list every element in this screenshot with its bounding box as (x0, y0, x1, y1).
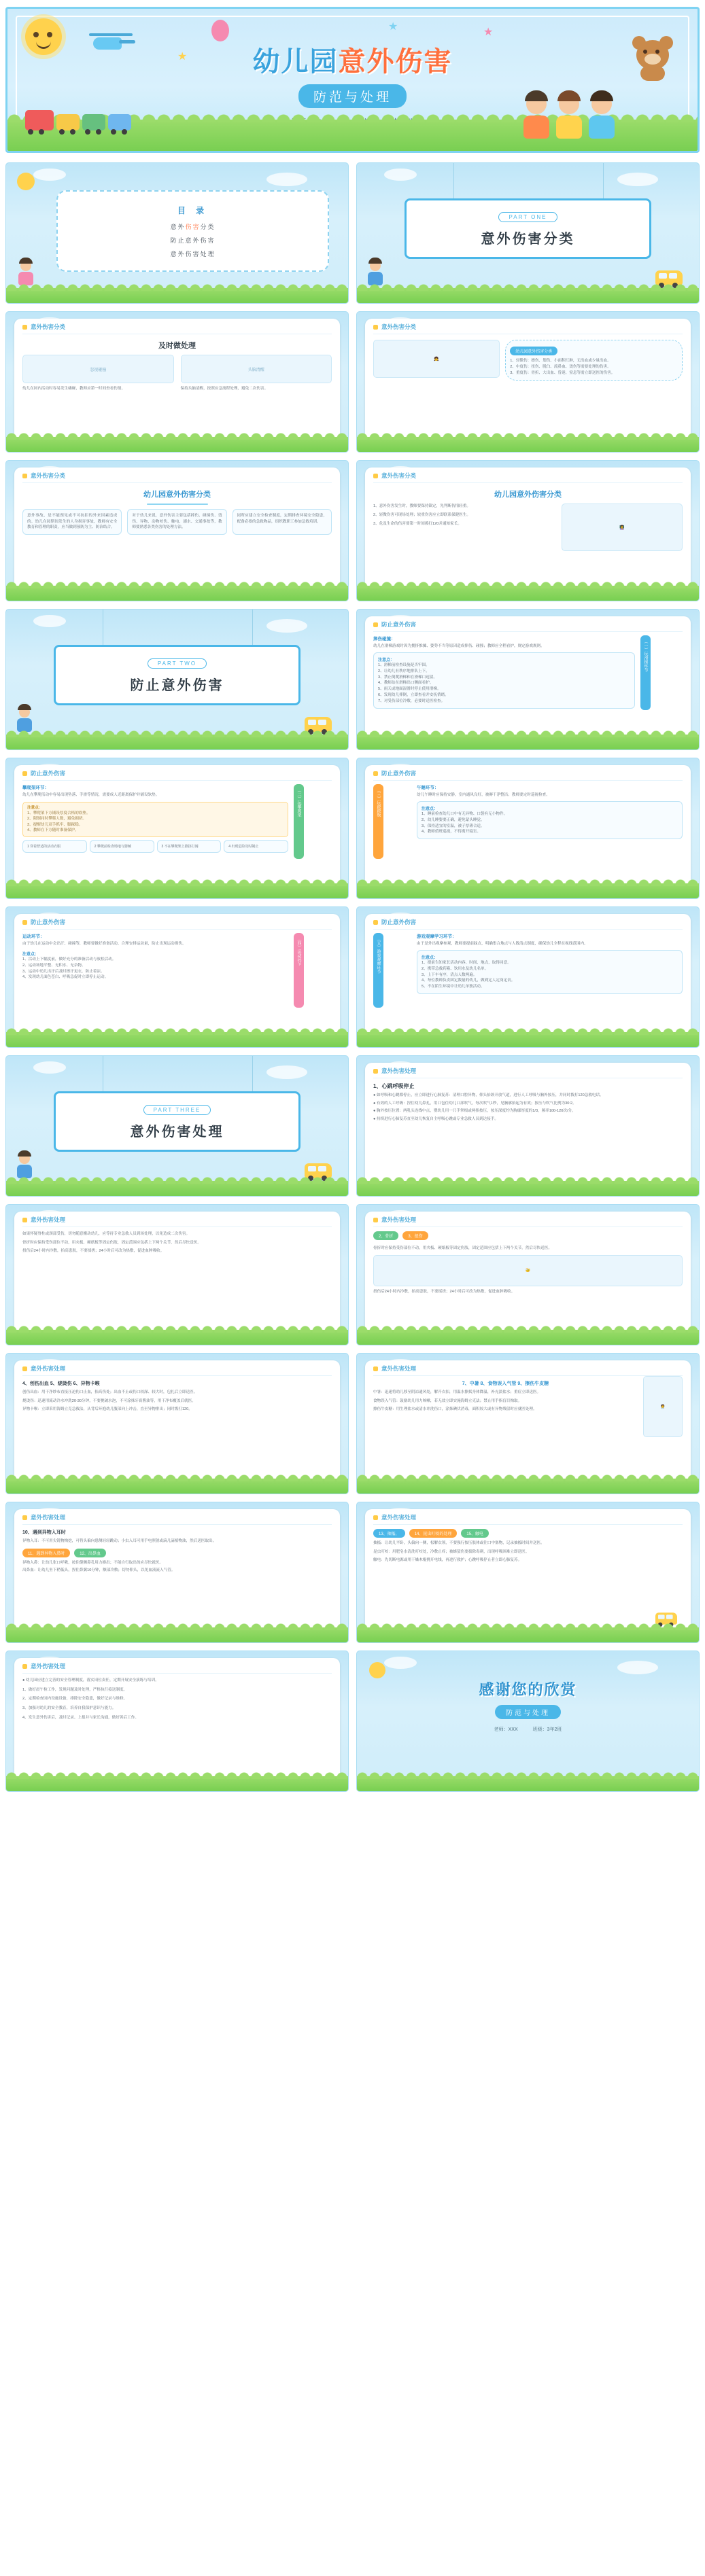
topic-title: 攀爬架环节： (22, 786, 49, 790)
note-2: 2、携带急救药箱、饮用水及幼儿名单。 (422, 966, 489, 971)
card-header (373, 918, 683, 930)
slide-content-17[interactable] (5, 1651, 349, 1792)
badge-1: 1 穿着舒适的活动衣服 (22, 840, 87, 853)
left-column-text: 如果怀疑脊柱或颈部受伤，切勿随意搬动幼儿，应等待专业急救人员到场处理，以免造成二次伤害。 (22, 1232, 190, 1236)
note-3: 3、提醒幼儿双手抓牢、脚踩稳。 (27, 822, 83, 827)
bullet-icon (373, 920, 378, 925)
topic-lead: 幼儿午睡时应保持安静，室内通风良好，被褥干净整洁；教师要定时巡视检查。 (417, 793, 550, 797)
subtitle-2: 11、遇到异物入鼻时 (22, 1549, 70, 1557)
topic-lead: 由于是外出观摩参观，教师要提前踩点，明确集合地点与人数清点制度，确保幼儿全程在视线范围内。 (417, 942, 588, 946)
star-icon: ★ (177, 51, 188, 63)
note-box (22, 802, 288, 837)
card-header (373, 323, 683, 334)
title-rule (147, 504, 208, 505)
thanks-meta (369, 1726, 687, 1733)
slide-section-one[interactable] (356, 162, 700, 304)
card-header-label: 意外伤害处理 (381, 1365, 417, 1372)
bullet-icon (373, 622, 378, 627)
card-header (22, 1662, 332, 1674)
grass-decoration (6, 1330, 348, 1345)
subtitle-4: 15、触电 (461, 1529, 489, 1538)
grass-decoration (357, 1330, 699, 1345)
slide-content-2[interactable] (356, 311, 700, 453)
grass-decoration (357, 883, 699, 898)
toc-heading: 目 录 (177, 205, 209, 215)
content-card (365, 1509, 691, 1631)
note-1: 1、睡前检查幼儿口中有无异物、口袋有无小物件。 (422, 811, 508, 816)
card-header-label: 意外伤害处理 (381, 1514, 417, 1521)
grass-decoration (357, 437, 699, 452)
note-3: 3、禁止倒爬滑梯和在滑梯口逗留。 (378, 675, 438, 680)
bullet-icon (22, 1515, 27, 1520)
note-4: 4、教师站在滑梯出口侧面看护。 (378, 681, 434, 686)
section-tag: （四）运动环节 (294, 933, 304, 1008)
star-icon: ★ (483, 27, 494, 38)
para-2: ● 有效的人工呼吸：捏住幼儿鼻孔，用口包住幼儿口部吹气，每次吹气1秒，见胸廓抬起为有效；按压与吹气比例为30:2。 (373, 1101, 577, 1106)
sun-icon (17, 173, 35, 190)
para-2: 扭伤后24小时内冷敷，抬高患肢，不要揉搓；24小时后可改为热敷，促进血肿吸收。 (22, 1249, 165, 1254)
card-title: 7、中暑 8、食物误入气管 9、擦伤牛皮糖 (462, 1381, 549, 1386)
badge-3: 3 不在攀爬架上推挤打闹 (157, 840, 222, 853)
content-card (14, 914, 340, 1036)
slide-content-5[interactable] (356, 609, 700, 750)
card-header-label: 防止意外伤害 (381, 919, 417, 925)
card-title: 及时做处理 (158, 342, 196, 350)
card-header (373, 620, 683, 632)
section-card (54, 645, 300, 705)
bullet-icon (22, 1366, 27, 1371)
topic-title: 摔伤碰撞： (373, 637, 396, 641)
badge-2: 2 攀爬前检查场地与器械 (90, 840, 154, 853)
grass-decoration (357, 1627, 699, 1642)
content-card (365, 1063, 691, 1185)
grass-decoration (357, 1479, 699, 1494)
para-1: 创伤出血：用干净纱布直接压迫伤口止血，抬高伤处；出血不止或伤口较深、较大时，包扎后立即送医。 (22, 1390, 198, 1394)
para-2: 烧烫伤：迅速用流动冷水冲洗20-30分钟，不要挑破水泡，不可涂抹牙膏酱油等，用干净布覆盖后就医。 (22, 1398, 196, 1403)
toc-card (56, 190, 329, 272)
slide-content-15[interactable] (5, 1502, 349, 1643)
card-title: 1、心跳呼吸停止 (373, 1083, 415, 1089)
note-title: 注意点： (422, 807, 439, 811)
bullet-icon (22, 771, 27, 776)
note-6: 6、发现幼儿摔倒，立即查看并安抚情绪。 (378, 693, 449, 698)
bubble-title: 幼儿园意外伤害分类 (510, 347, 557, 355)
card-header (22, 1364, 332, 1376)
slide-thanks[interactable] (356, 1651, 700, 1792)
topic-lead: 幼儿在滑梯游戏时因为拥挤推搡、姿势不当等原因造成摔伤、碰撞；教师应全程看护，规定游戏规则。 (373, 644, 545, 648)
note-4: 4、每位教师负责固定数量的幼儿，做到定人定岗定责。 (422, 978, 515, 983)
card-header-label: 意外伤害分类 (381, 472, 417, 479)
card-header-label: 意外伤害分类 (381, 323, 417, 330)
bullet-icon (373, 1069, 378, 1074)
school-bus-icon (305, 717, 332, 732)
bullet-icon (22, 1664, 27, 1669)
caption-left: 幼儿在园内活动时容易发生磕碰，教师应第一时间查看伤情。 (22, 387, 126, 391)
note-1: 1、攀爬架下方铺设厚度合格的软垫。 (27, 811, 90, 816)
slide-content-6[interactable] (5, 758, 349, 899)
thanks-teacher: 老师：XXX (494, 1727, 518, 1732)
school-bus-icon (305, 1163, 332, 1178)
slide-content-1[interactable] (5, 311, 349, 453)
section-pill: PART THREE (143, 1105, 211, 1115)
para-2: 1、做好晨午检工作，发现问题及时处理，严格执行接送制度。 (22, 1687, 128, 1692)
section-tag: （三）玩跷跷板 (373, 784, 383, 859)
note-title: 注意点： (422, 955, 439, 960)
note-2: 2、幼儿睡姿要正确，避免蒙头睡觉。 (422, 817, 485, 822)
content-card (365, 765, 691, 887)
balloon-icon (211, 20, 229, 41)
bullet-icon (373, 1366, 378, 1371)
card-header-label: 意外伤害处理 (31, 1514, 66, 1521)
content-card (365, 319, 691, 441)
cover-title (7, 40, 698, 79)
subtitle-3: 14、昆虫叮咬的处理 (409, 1529, 458, 1538)
card-header-label: 防止意外伤害 (381, 770, 417, 777)
card-header (22, 918, 332, 930)
section-title: 意外伤害处理 (130, 1125, 224, 1140)
content-card (14, 1360, 340, 1483)
bullet-icon (22, 474, 27, 478)
card-header-label: 防止意外伤害 (31, 919, 66, 925)
note-3: 3、上下车有序，清点人数两遍。 (422, 972, 477, 977)
badge-4: 4 出现危险及时制止 (224, 840, 288, 853)
content-card (14, 765, 340, 887)
card-header-label: 意外伤害分类 (31, 472, 66, 479)
school-bus-icon (655, 270, 683, 285)
para-1: 中暑：迅速将幼儿移至阴凉通风处，解开衣扣，用温水擦拭身体降温，补充淡盐水；重症立即送医。 (373, 1390, 541, 1394)
card-header (373, 769, 683, 781)
thanks-slide (357, 1651, 699, 1791)
column-3-text: 园所应建立安全检查制度，定期排查环境安全隐患，配备必要的急救物品，组织教职工参加急救培训。 (237, 514, 327, 524)
point-2: 2、轻微伤害可现场处理；较重伤害应立即联系保健医生。 (373, 512, 470, 517)
grass-decoration (357, 1776, 699, 1791)
slide-content-7[interactable] (356, 758, 700, 899)
train-icon (25, 110, 131, 130)
point-3: 3、重度伤：骨折、大出血、昏迷、窒息等需立即送医的伤害。 (510, 370, 615, 375)
topic-lead: 由于幼儿在运动中会出汗、碰撞等，教师要做好准备活动、合理安排运动量，防止出现运动损伤。 (22, 942, 186, 946)
point-2: 2、中度伤：扭伤、脱臼、流鼻血、烫伤等需要处理的伤害。 (510, 364, 611, 369)
card-header-label: 防止意外伤害 (31, 770, 66, 777)
subtitle-2: 13、抽搐， (373, 1529, 405, 1538)
card-header (22, 769, 332, 781)
note-7: 7、对受伤部位冷敷，必要时送医检查。 (378, 699, 445, 704)
teacher-illustration: 👩‍🏫 (562, 504, 683, 551)
para-3: 出鼻血：让幼儿坐下稍低头，捏住鼻翼10分钟，额部冷敷；切勿仰头，以免血液流入气管。 (22, 1568, 175, 1573)
para-2: 扭伤后24小时内冷敷，抬高患肢，不要揉搓；24小时后可改为热敷，促进血肿吸收。 (373, 1289, 515, 1294)
point-1: 1、意外伤害发生时，教师要保持镇定，先判断伤情轻重。 (373, 504, 470, 508)
grass-decoration (6, 1627, 348, 1642)
grass-decoration (6, 1776, 348, 1791)
slide-grid (5, 162, 700, 1792)
grass-decoration (6, 735, 348, 749)
content-card (365, 467, 691, 590)
bullet-icon (373, 771, 378, 776)
thanks-subtitle: 防范与处理 (495, 1705, 561, 1719)
para-3: 触电：先切断电源或用干燥木棍挑开电线，再进行救护；心跳呼吸停止者立即心肺复苏。 (373, 1558, 522, 1563)
bullet-icon (22, 920, 27, 925)
slide-content-9[interactable] (356, 906, 700, 1048)
content-card (14, 1509, 340, 1631)
column-1-text: 意外事故，是不能预见或不可抗拒的外来因素造成的。幼儿在园期间发生的人身损害事故，教师有安全教育和管理的职责，应当做到预防为主、防治结合。 (27, 514, 118, 530)
card-header-label: 意外伤害处理 (381, 1068, 417, 1074)
slide-content-16[interactable] (356, 1502, 700, 1643)
note-title: 注意点： (22, 952, 39, 957)
section-card (405, 198, 651, 259)
card-header (373, 1364, 683, 1376)
grass-decoration (6, 437, 348, 452)
para-3: 异物卡喉：立即采用海姆立克急救法，从背后环抱幼儿腹部向上冲击，直至异物排出；同时拨打120。 (22, 1407, 192, 1412)
child-figure (17, 707, 32, 732)
para-3: 擦伤牛皮糖：用生理盐水或清水冲洗伤口，涂抹碘伏消毒，面积较大或有异物残留时应就医处理。 (373, 1407, 537, 1412)
slide-content-13[interactable] (5, 1353, 349, 1494)
card-header (22, 1216, 332, 1227)
card-header (22, 323, 332, 334)
card-title: 4、创伤出血 5、烧烫伤 6、异物卡喉 (22, 1381, 100, 1386)
slide-content-4[interactable] (356, 460, 700, 601)
slide-content-14[interactable] (356, 1353, 700, 1494)
section-title: 防止意外伤害 (130, 678, 224, 693)
grass-decoration (6, 883, 348, 898)
section-tag: （二）玩攀爬架 (294, 784, 304, 859)
note-4: 4、发现幼儿面色苍白、呼吸急促时立即停止运动。 (22, 975, 109, 980)
star-icon: ★ (388, 21, 398, 33)
topic-title: 午睡环节： (417, 786, 439, 790)
note-5: 5、不在陌生环境中让幼儿单独活动。 (422, 985, 485, 989)
slide-content-11[interactable] (5, 1204, 349, 1345)
slide-content-8[interactable] (5, 906, 349, 1048)
content-card (14, 319, 340, 441)
grass-decoration (6, 586, 348, 601)
para-1: ● 幼儿园应建立完善的安全管理制度，落实岗位责任，定期开展安全演练与培训。 (22, 1678, 159, 1682)
bullet-icon (22, 325, 27, 330)
topic-title: 运动环节： (22, 934, 45, 939)
note-title: 注意点： (27, 805, 43, 810)
illustration-left-label: 忽视碰撞 (90, 368, 107, 372)
section-pill: PART ONE (498, 212, 557, 222)
content-card (14, 1658, 340, 1780)
illustration-left (22, 355, 174, 383)
sun-icon (369, 1662, 385, 1678)
illustration: 👧 (373, 340, 500, 378)
content-card (365, 616, 691, 739)
grass-decoration (357, 1181, 699, 1196)
para-3: ● 胸外按压位置：两乳头连线中点，婴幼儿用一只手掌根或两指按压，按压深度约为胸廓厚度的1/3，频率100-120次/分。 (373, 1109, 576, 1114)
subtitle-2: 2、骨折 (373, 1231, 398, 1240)
doctor-illustration: 🧑‍⚕️ (643, 1376, 683, 1437)
grass-decoration (6, 1032, 348, 1047)
section-tag: （一）玩滑梯环节 (640, 635, 651, 710)
para-2: 昆虫叮咬：用肥皂水清洗叮咬处，冷敷止痒；被蜂蜇伤要拔除毒刺，出现呼吸困难立即送医。 (373, 1549, 530, 1554)
para-1: 骨折时应保持受伤部位不动，用夹板、硬纸板等固定伤肢，固定范围应包括上下两个关节，然后尽快送医。 (22, 1240, 201, 1245)
content-card (14, 1212, 340, 1334)
content-card (365, 1360, 691, 1483)
section-tag: （五）游戏观摩环节 (373, 933, 383, 1008)
content-card (14, 467, 340, 590)
slide-section-three[interactable] (5, 1055, 349, 1197)
cover-title-part2: 意外伤害 (338, 47, 453, 77)
para-1: ● 如呼吸和心跳都停止，应立即进行心肺复苏：清理口腔异物，仰头抬颌开放气道，进行人工呼吸与胸外按压，并同时拨打120急救电话。 (373, 1093, 604, 1097)
column-2-text: 对于幼儿来说，意外伤害主要包括摔伤、碰撞伤、烫伤、异物、动物咬伤、触电、溺水、交通事故等，教师要熟悉各类伤害的处理方法。 (132, 514, 222, 530)
subtitle-3: 3、扭伤 (402, 1231, 428, 1240)
para-1: 骨折时应保持受伤部位不动，用夹板、硬纸板等固定伤肢，固定范围应包括上下两个关节，然后尽快送医。 (373, 1246, 552, 1250)
card-header (373, 1216, 683, 1227)
child-figure (18, 260, 33, 285)
bullet-icon (373, 1218, 378, 1222)
note-3: 3、运动中幼儿出汗后及时擦汗更衣，防止着凉。 (22, 969, 105, 974)
section-pill: PART TWO (148, 658, 207, 669)
slide-content-10[interactable] (356, 1055, 700, 1197)
card-title: 幼儿园意外伤害分类 (143, 491, 211, 499)
para-3: 2、定期检查园内设施设备，排除安全隐患，做好记录与维修。 (22, 1697, 128, 1701)
card-header (22, 1513, 332, 1525)
subtitle-3: 12、出鼻血 (74, 1549, 106, 1557)
para-1: 抽搐：让幼儿平卧，头偏向一侧，松解衣领，不要强行按压肢体或往口中塞物，记录抽搐时间并送医。 (373, 1541, 545, 1545)
toc-item-3[interactable]: 意外伤害处理 (170, 250, 216, 258)
thanks-class: 班级：3年2班 (532, 1727, 562, 1732)
card-header-label: 意外伤害处理 (381, 1216, 417, 1223)
point-3: 3、危及生命的伤害要第一时间拨打120并通知家长。 (373, 521, 462, 526)
note-4: 4、教师值班巡视，不得离开寝室。 (422, 830, 481, 834)
topic-title: 游戏观摩学习环节： (417, 934, 457, 939)
card-title: 10、遇到异物入耳时 (22, 1530, 66, 1535)
grass-decoration (6, 288, 348, 303)
note-2: 2、运动场地平整、无积水、无杂物。 (22, 963, 86, 968)
card-title: 幼儿园意外伤害分类 (494, 491, 562, 499)
slide-content-12[interactable] (356, 1204, 700, 1345)
note-1: 1、滑梯前检查设施是否牢固。 (378, 663, 430, 667)
bullet-icon (373, 1515, 378, 1520)
card-header (373, 472, 683, 483)
para-5: 4、发生意外伤害后，及时记录、上报并与家长沟通，做好善后工作。 (22, 1715, 139, 1720)
grass-decoration (6, 1181, 348, 1196)
illustration-right (181, 355, 332, 383)
topic-lead: 幼儿在攀爬活动中容易出现坠落、手滑等情况，需要成人近距离保护并铺设软垫。 (22, 793, 160, 797)
para-2: 异物入鼻：让幼儿张口呼吸，按住健侧鼻孔用力擤出；不能自行取出的应尽快就医。 (22, 1560, 163, 1565)
note-4: 4、教师在下方随时准备保护。 (27, 828, 79, 833)
children-illustration (522, 94, 616, 139)
card-header-label: 意外伤害分类 (31, 323, 66, 330)
card-header-label: 防止意外伤害 (381, 621, 417, 628)
child-figure (368, 260, 383, 285)
slide-section-two[interactable] (5, 609, 349, 750)
card-header (22, 472, 332, 483)
slide-toc[interactable] (5, 162, 349, 304)
note-1: 1、提前告知家长活动内容、时间、地点，取得同意。 (422, 960, 511, 965)
caption-right: 保持头脑清醒，按照应急流程处理，避免二次伤害。 (180, 387, 269, 391)
toc-item-1[interactable]: 意外伤害分类 (170, 223, 216, 230)
card-header-label: 意外伤害处理 (31, 1216, 66, 1223)
illustration-right-label: 头脑清醒 (247, 368, 264, 372)
cover-title-part1: 幼儿园 (252, 47, 339, 77)
grass-decoration (357, 735, 699, 749)
section-title: 意外伤害分类 (481, 232, 575, 247)
note-title: 注意点： (378, 658, 395, 663)
illustration: 🤕 (373, 1255, 683, 1286)
point-1: 1、轻微伤：擦伤、划伤、小面积红肿，无出血或少量出血。 (510, 359, 611, 363)
para-2: 食物误入气管：鼓励幼儿用力咳嗽，若无效立即实施海姆立克法；禁止用手指盲目掏取。 (373, 1398, 522, 1403)
para-1: 异物入耳：不可用尖锐物掏挖，可将头偏向患侧轻轻跳动；小虫入耳可用手电照射或滴几滴植物油，然后送医取出。 (22, 1539, 217, 1543)
thanks-title: 感谢您的欣赏 (479, 1681, 577, 1698)
card-header-label: 意外伤害处理 (31, 1663, 66, 1670)
note-2: 2、让幼儿有秩序地排队上下。 (378, 669, 430, 673)
grass-decoration (357, 288, 699, 303)
bullet-icon (22, 1218, 27, 1222)
note-5: 5、雨天或地面湿滑时停止使用滑梯。 (378, 687, 441, 692)
note-2: 2、限制同时攀爬人数，避免拥挤。 (27, 817, 87, 822)
note-1: 1、活动上下幅度前，做好充分的准备活动与放松活动。 (22, 957, 116, 961)
grass-decoration (357, 586, 699, 601)
note-3: 3、保持适宜的室温，被子厚薄合适。 (422, 824, 485, 828)
grass-decoration (6, 1479, 348, 1494)
cover-slide (5, 7, 700, 153)
cover-subtitle: 防范与处理 (298, 84, 407, 108)
toc-item-2[interactable]: 防止意外伤害 (170, 236, 216, 244)
section-card (54, 1091, 300, 1152)
card-header-label: 意外伤害处理 (31, 1365, 66, 1372)
slide-content-3[interactable] (5, 460, 349, 601)
card-header (373, 1067, 683, 1078)
grass-decoration (357, 1032, 699, 1047)
para-4: 3、加强对幼儿的安全教育，培养自我保护意识与能力。 (22, 1706, 116, 1710)
bullet-icon (373, 474, 378, 478)
card-header (373, 1513, 683, 1525)
child-figure (17, 1153, 32, 1178)
para-4: ● 持续进行心肺复苏直至幼儿恢复自主呼吸心跳或专业急救人员到达接手。 (373, 1116, 498, 1121)
content-card (365, 1212, 691, 1334)
bullet-icon (373, 325, 378, 330)
content-card (365, 914, 691, 1036)
